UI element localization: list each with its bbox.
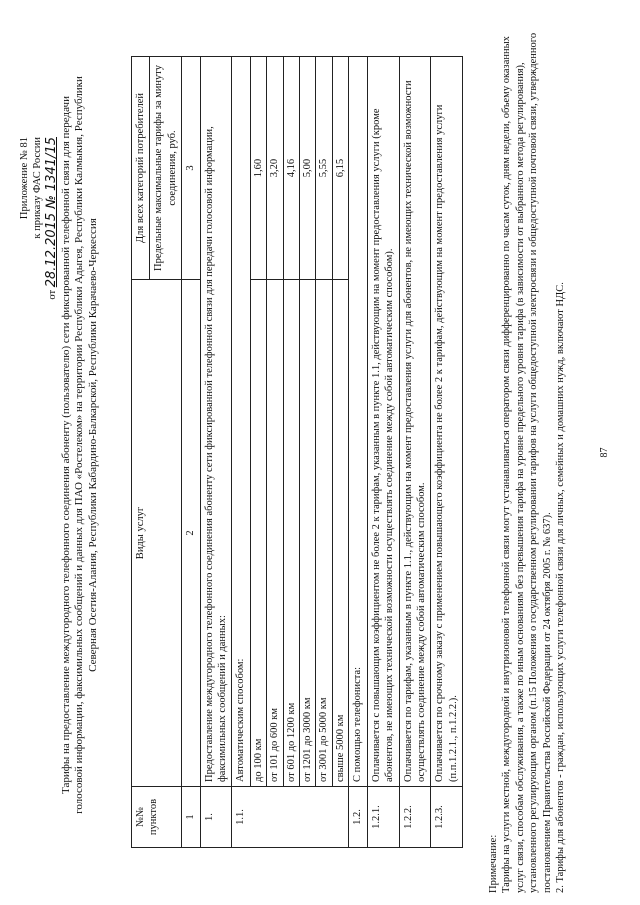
header-col-tariff: Предельные максимальные тарифы за минуту соединения, руб. [150,57,182,280]
row-text: С помощью телефониста: [349,57,367,787]
notes-heading: Примечание: [488,834,499,893]
index-3: 3 [182,57,200,280]
distance-label: до 100 км [250,280,266,787]
distance-tariff: 3,20 [267,57,283,280]
distance-row [250,57,266,848]
document-title: Тарифы на предоставление междугородного телефонного соединения абоненту (пользователю) сети фиксированной телефонной связи для передачи голосовой информации, факсимильных сообщений и данных для ПАО «Ростелеком» на территории Республики Адыгея, Республики Калмыкия, Республики Северная Осетия-Алания, Республики Кабардино-Балкарской, Республики Карачаево-Черкессия [60,76,99,814]
table-row [431,57,463,848]
row-number: 1.2. [349,787,367,848]
row-number: 1. [200,787,232,848]
header-col-services: Виды услуг [132,280,182,787]
row-text: Оплачивается с повышающим коэффициентом не более 2 к тарифам, указанным в пункте 1.1, действующим на момент предоставления услуги (кроме абонентов, не имеющих технической возможности осуществлять соединение между собой автоматическим способом). [367,57,399,787]
row-number: 1.1. [232,787,349,848]
distance-label: от 601 до 1200 км [283,280,299,787]
distance-row [332,57,348,848]
appendix-date [45,137,59,905]
table-row [367,57,399,848]
distance-label: свыше 5000 км [332,280,348,787]
distance-tariff: 6,15 [332,57,348,280]
row-text: Оплачивается по тарифам, указанным в пункте 1.1., действующим на момент предоставления услуги для абонентов, не имеющих технической возможности осуществлять соединение между собой автоматическим способом. [399,57,431,787]
distance-tariff: 1,60 [250,57,266,280]
tariff-table [131,56,463,848]
appendix-date-prefix: от [46,289,58,300]
table-row [232,57,250,848]
row-number: 1.2.3. [431,787,463,848]
index-1: 1 [182,787,200,848]
table-row [349,57,367,848]
index-2: 2 [182,280,200,787]
table-header-row [132,57,150,848]
page-number: 87 [599,447,610,458]
notes-paragraph-2: 2. Тарифы для абонентов - граждан, использующих услуги телефонной связи для личных, семейных и домашних нужд, включают НДС. [555,282,567,893]
notes-section [487,18,567,893]
notes-paragraph-1: Тарифы на услуги местной, междугородной и внутризоновой телефонной связи могут устанавливаться оператором связи дифференцированно по часам суток, дням недели, объему оказанных услуг связи, способам обслуживания, а также по иным основаниям без превышения тарифа на уровне предельного уровня тарифа (в зависимости от выбранного метода регулирования), установленного регулирующим органом (п.15 Положения о государственном регулировании тарифов на услуги общедоступной электросвязи и общедоступной почтовой связи, утвержденного постановлением Правительства Российской Федерации от 24 октября 2005 г. № 637). [501,32,553,893]
row-text: Оплачивается по срочному заказу с применением повышающего коэффициента не более 2 к тарифам, действующим на момент предоставления услуги (п.п.1.2.1., п.1.2.2.). [431,57,463,787]
distance-row [300,57,316,848]
handwritten-date-number: 28.12.2015 № 1341/15 [43,137,59,288]
appendix-block [18,137,59,905]
distance-row [283,57,299,848]
row-number: 1.2.2. [399,787,431,848]
distance-label: от 3001 до 5000 км [316,280,332,787]
row-text: Предоставление междугородного телефонного соединения абоненту сети фиксированной телефонной связи для передачи голосовой информации, факсимильных сообщений и данных: [200,57,232,787]
distance-row [316,57,332,848]
table-row [200,57,232,848]
appendix-order: к приказу ФАС России [32,137,44,239]
distance-label: от 1201 до 3000 км [300,280,316,787]
distance-tariff: 4,16 [283,57,299,280]
distance-label: от 101 до 600 км [267,280,283,787]
appendix-number: Приложение № 81 [19,137,30,220]
header-col-categories: Для всех категорий потребителей [132,57,150,280]
distance-tariff: 5,55 [316,57,332,280]
row-text: Автоматическим способом: [232,57,250,787]
table-row [399,57,431,848]
distance-row [267,57,283,848]
header-col-number: №№ пунктов [132,787,182,848]
row-number: 1.2.1. [367,787,399,848]
distance-tariff: 5,00 [300,57,316,280]
table-index-row [182,57,200,848]
